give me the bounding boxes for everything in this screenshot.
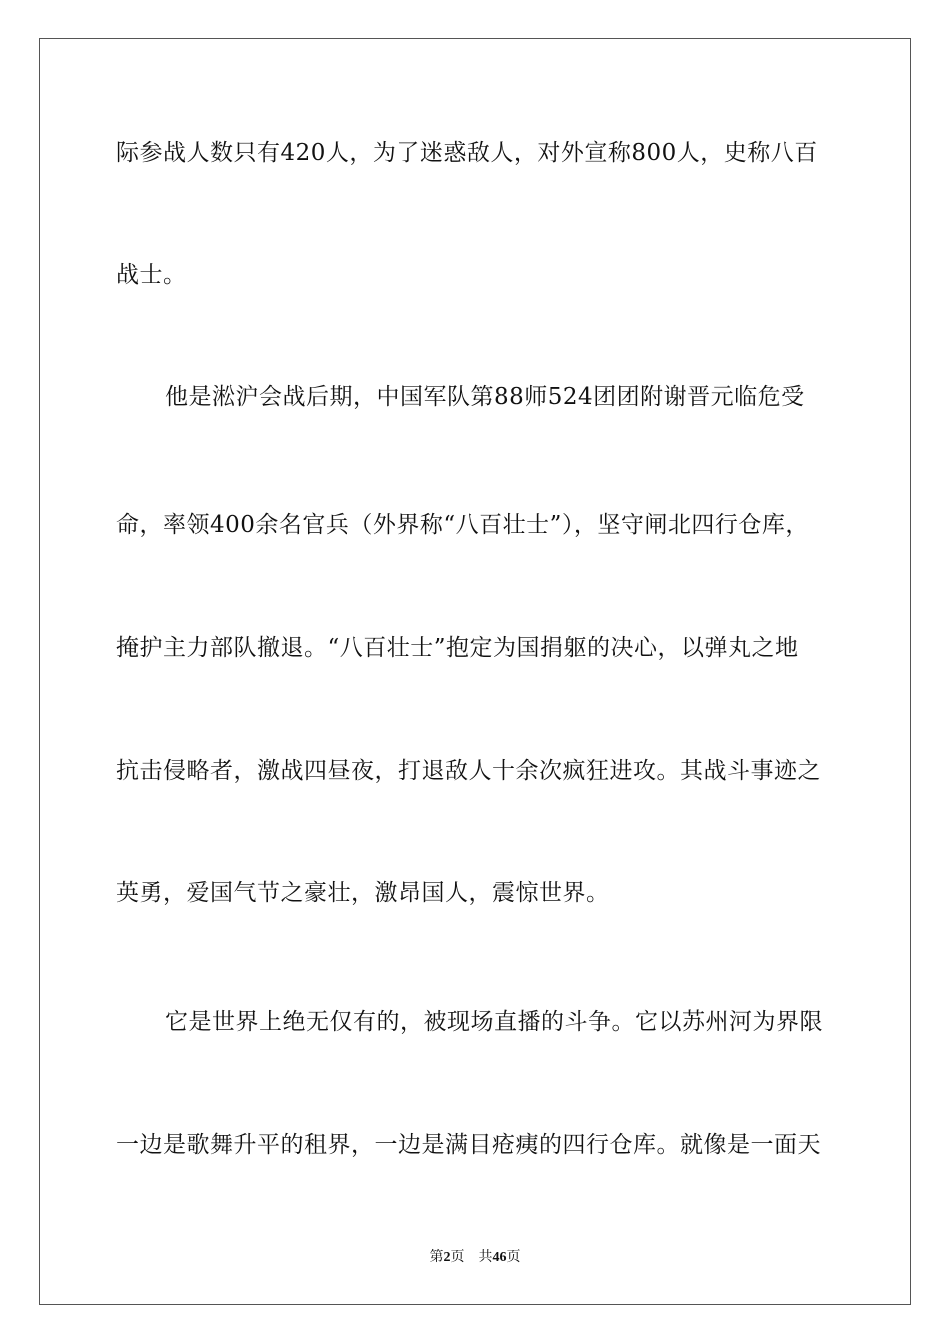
- text-line-5: 掩护主力部队撤退。“八百壮士”抱定为国捐躯的决心，以弹丸之地: [116, 635, 799, 661]
- text-line-6: 抗击侵略者，激战四昼夜，打退敌人十余次疯狂进攻。其战斗事迹之: [116, 758, 821, 784]
- text-line-9: 一边是歌舞升平的租界，一边是满目疮痍的四行仓库。就像是一面天: [116, 1132, 821, 1158]
- page-suffix: 页: [450, 1250, 465, 1265]
- page-prefix: 第: [429, 1250, 444, 1265]
- total-suffix: 页: [506, 1250, 521, 1265]
- text-line-7: 英勇，爱国气节之豪壮，激昂国人，震惊世界。: [116, 880, 610, 906]
- text-line-2: 战士。: [116, 262, 187, 288]
- text-line-4: 命，率领400余名官兵（外界称“八百壮士”），坚守闸北四行仓库，: [116, 512, 809, 538]
- text-line-1: 际参战人数只有420人，为了迷惑敌人，对外宣称800人，史称八百: [116, 140, 818, 166]
- page-border: [39, 38, 911, 1305]
- total-prefix: 共: [478, 1250, 493, 1265]
- text-line-8-paragraph-start: 它是世界上绝无仅有的，被现场直播的斗争。它以苏州河为界限: [165, 1009, 823, 1035]
- total-pages: 46: [492, 1250, 507, 1265]
- text-line-3-paragraph-start: 他是淞沪会战后期，中国军队第88师524团团附谢晋元临危受: [165, 384, 805, 410]
- page-number: 2: [443, 1250, 451, 1265]
- page-footer: [0, 1248, 950, 1268]
